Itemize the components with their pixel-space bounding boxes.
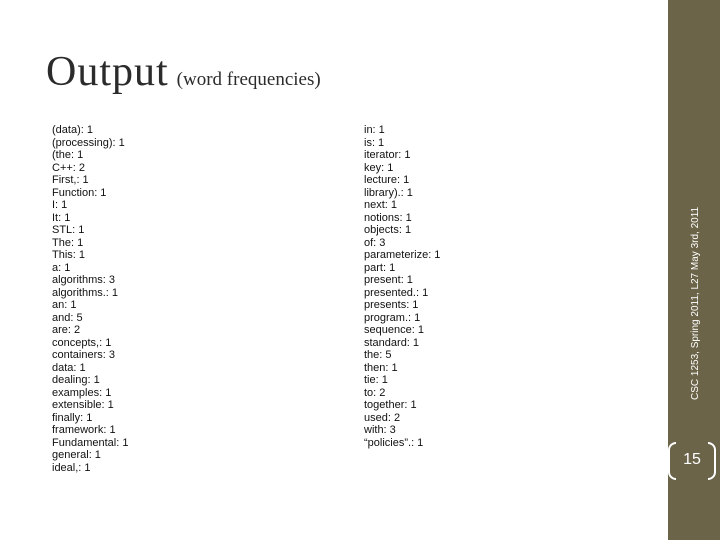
word-frequency-item: notions: 1 [364, 211, 412, 224]
word-frequency-item: present: 1 [364, 274, 413, 286]
word-frequency-item: This: 1 [52, 249, 86, 261]
word-frequency-item: concepts,: 1 [52, 336, 112, 349]
word-frequency-item: and: 5 [52, 311, 83, 324]
word-frequency-item: sequence: 1 [364, 324, 424, 336]
word-frequency-item: “policies”.: 1 [364, 436, 424, 449]
word-frequency-item: (processing): 1 [52, 136, 125, 149]
word-frequency-item: standard: 1 [364, 336, 420, 349]
word-frequency-item: iterator: 1 [364, 149, 411, 161]
page-number: 15 [683, 451, 701, 468]
word-frequency-item: First,: 1 [52, 174, 89, 186]
word-frequency-item: next: 1 [364, 199, 398, 211]
word-frequency-item: parameterize: 1 [364, 249, 441, 261]
word-frequency-item: of: 3 [364, 236, 386, 249]
word-frequency-item: an: 1 [52, 299, 77, 311]
word-frequency-item: ideal,: 1 [52, 461, 91, 474]
word-frequency-item: algorithms: 3 [52, 274, 115, 286]
word-frequency-item: dealing: 1 [52, 374, 100, 386]
word-frequency-item: to: 2 [364, 386, 386, 399]
word-frequency-item: STL: 1 [52, 224, 85, 236]
word-frequency-item: the: 5 [364, 349, 392, 361]
word-frequency-item: then: 1 [364, 361, 398, 374]
word-frequency-item: The: 1 [52, 236, 84, 249]
word-list-right [364, 124, 440, 449]
word-frequency-item: (the: 1 [52, 149, 84, 161]
bracket-left-icon [668, 442, 676, 480]
word-frequency-item: It: 1 [52, 211, 71, 224]
word-frequency-item: Fundamental: 1 [52, 436, 129, 449]
bracket-right-icon [708, 442, 716, 480]
word-list-left [52, 124, 128, 474]
word-frequency-item: presents: 1 [364, 299, 419, 311]
word-frequency-item: presented.: 1 [364, 286, 429, 299]
word-frequency-item: program.: 1 [364, 311, 421, 324]
word-frequency-item: in: 1 [364, 124, 385, 136]
word-frequency-item: algorithms.: 1 [52, 286, 119, 299]
word-frequency-item: objects: 1 [364, 224, 412, 236]
word-frequency-item: a: 1 [52, 261, 71, 274]
slide-subtitle: (word frequencies) [176, 69, 321, 90]
word-frequency-item: Function: 1 [52, 186, 107, 199]
word-frequency-item: finally: 1 [52, 411, 93, 424]
word-frequency-item: containers: 3 [52, 349, 115, 361]
slide-title: Output [46, 49, 169, 95]
word-frequency-item: together: 1 [364, 399, 417, 411]
word-frequency-item: extensible: 1 [52, 399, 114, 411]
word-frequency-item: part: 1 [364, 261, 396, 274]
word-frequency-item: lecture: 1 [364, 174, 410, 186]
slide-title-group [46, 48, 321, 96]
word-frequency-item: library).: 1 [364, 186, 413, 199]
footer-text: CSC 1253, Spring 2011, L27 May 3rd, 2011 [690, 206, 701, 400]
word-frequency-item: data: 1 [52, 361, 86, 374]
word-frequency-item: used: 2 [364, 411, 401, 424]
word-frequency-item: key: 1 [364, 161, 394, 174]
word-frequency-item: framework: 1 [52, 424, 116, 436]
word-frequency-item: I: 1 [52, 199, 68, 211]
word-frequency-item: tie: 1 [364, 374, 388, 386]
word-frequency-item: are: 2 [52, 324, 81, 336]
word-frequency-item: C++: 2 [52, 161, 86, 174]
word-frequency-item: is: 1 [364, 136, 385, 149]
word-frequency-item: general: 1 [52, 449, 101, 461]
word-frequency-item: examples: 1 [52, 386, 112, 399]
word-frequency-item: (data): 1 [52, 124, 93, 136]
page-number-box [666, 442, 718, 478]
word-frequency-item: with: 3 [364, 424, 396, 436]
